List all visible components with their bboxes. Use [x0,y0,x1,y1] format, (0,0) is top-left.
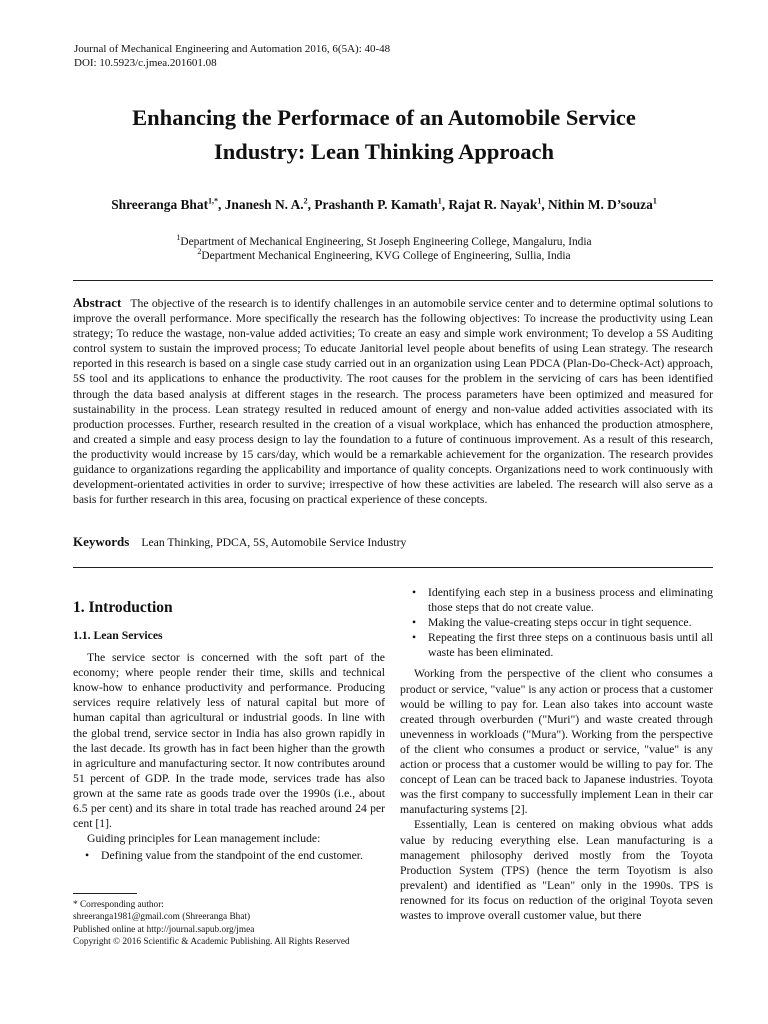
bullet-icon: • [412,631,417,645]
author-name: Nithin M. D’souza [548,197,653,212]
bullet-icon: • [412,616,417,630]
author-name: Jnanesh N. A. [224,197,304,212]
copyright: Copyright © 2016 Scientific & Academic Publishing. All Rights Reserved [73,937,350,948]
list-item: • Identifying each step in a business process and eliminating those steps that do not create value. [412,586,713,615]
author-name: Rajat R. Nayak [448,197,538,212]
affiliation-line: $^1$Department of Mechanical Engineering, St Joseph Engineering College, Mangaluru, India [176,233,592,248]
author-affiliation-mark: 1 [437,196,442,206]
keywords [73,534,406,550]
footnote [73,899,393,949]
paragraph: Guiding principles for Lean management include: [87,832,321,846]
list-item: • Repeating the first three steps on a continuous basis until all waste has been eliminated. [412,631,713,660]
author-affiliation-mark: 1 [652,196,657,206]
author-affiliation-mark: 1 [537,196,542,206]
corresponding-email: shreeranga1981@gmail.com (Shreeranga Bhat) [73,912,251,923]
bullet-icon: • [85,849,90,863]
author-affiliation-mark: 1,* [208,196,219,206]
section-heading: 1. Introduction [73,599,173,616]
abstract-text: The objective of the research is to identify challenges in an automobile service center and to determine optimal solutions to improve the overall performance. More specifically the research has the following objectives: To increase the productivity using Lean strategy; To reduce the wastage, non-value added activities; To create an easy and simple work environment; To develop a 5S Auditing control system to sustain the improved process; To educate Janitorial level people about benefits of using Lean strategy. The research reported in this research is based on a single case study carried out in an organization using Lean PDCA (Plan-Do-Check-Act) approach, 5S tool and its applications to enhance the productivity. The root causes for the problem in the servicing of cars has been identified through the data based analysis at different stages in the research. The process parameters have been optimized and measured for sustainability in the process. Lean strategy resulted in reduced amount of energy and non-value added activities associated with its production processes. Further, research resulted in the creation of a visual workplace, which has enhanced the production atmosphere, and created a simple and easy process design to lay the foundation to a future of continuous improvement. As a result of this research, the productivity would increase by 15 cars/day, which would be a remarkable achievement for the organization. The research provides guidance to organizations regarding the applicability and importance of quality concepts. Organizations need to work continuously with development-orientated activities in order to survive; irrespective of how these activities are labeled. The research will also serve as a basis for further research in this area, focusing on practical experience of these concepts. [73,297,713,507]
left-column [73,585,385,863]
title-line-1: Enhancing the Performace of an Automobile Service [132,105,636,130]
paragraph: Working from the perspective of the client who consumes a product or service, "value" is any action or process that a customer would be willing to pay for. Lean also takes into account waste created through overburden ("Muri") and waste created through unevenness in workloads ("Mura"). Working from the perspective of the client who consumes a product or service, "value" is any action or process that a customer would be willing to pay for. The concept of Lean can be traced back to Japanese industries. Toyota was the first company to successfully implement Lean in their car manufacturing systems [2]. [400,667,713,817]
bullet-list [73,848,385,863]
right-column [400,585,713,923]
author-name: Shreeranga Bhat [111,197,209,212]
author-list: Shreeranga Bhat$^{1,*}$, Jnanesh N. A.$^2$, Prashanth P. Kamath$^1$, Rajat R. Nayak$^1$, Nithin M. D’souza$^1$ [111,196,657,212]
list-item: • Defining value from the standpoint of the end customer. [85,849,363,863]
paragraph: Essentially, Lean is centered on making obvious what adds value by reducing everything else. Lean manufacturing is a management philosophy derived mostly from the Toyota Production System (TPS) (hence the term Toyotism is also prevalent) and identified as "Lean" only in the 1990s. TPS is renowned for its focus on reduction of the original Toyota seven wastes to improve overall customer value, but there [400,818,713,922]
doi: DOI: 10.5923/c.jmea.201601.08 [74,57,217,69]
author-name: Prashanth P. Kamath [314,197,438,212]
divider [73,280,713,281]
footnote-divider [73,893,137,894]
abstract-label: Abstract [73,295,122,310]
paper-title [60,101,708,169]
author-affiliation-mark: 2 [303,196,308,206]
affiliation-line: $^2$Department Mechanical Engineering, KVG College of Engineering, Sullia, India [197,247,571,262]
subsection-heading: 1.1. Lean Services [73,629,163,642]
abstract [73,295,713,507]
journal-header [74,42,390,70]
published-online: Published online at http://journal.sapub.org/jmea [73,924,255,935]
keywords-text: Lean Thinking, PDCA, 5S, Automobile Service Industry [141,536,407,549]
corresponding-author-label: * Corresponding author: [73,900,164,910]
keywords-label: Keywords [73,534,130,549]
divider [73,567,713,568]
bullet-list [400,585,713,660]
affiliations [60,235,708,263]
journal-citation: Journal of Mechanical Engineering and Automation 2016, 6(5A): 40-48 [74,43,391,55]
title-line-2: Industry: Lean Thinking Approach [214,139,554,164]
list-item: • Making the value-creating steps occur in tight sequence. [412,616,692,630]
paragraph: The service sector is concerned with the soft part of the economy; where people render their time, skills and technical know-how to enhance productivity and performance. Producing services require relatively less of natural capital but more of human capital than agricultural or industrial goods. In line with the global trend, service sector in India has also grown rapidly in the last decade. Its growth has in fact been higher than the growth in agriculture and manufacturing sector. It now contributes around 51 percent of GDP. In the trade mode, services trade has also grown at the same rate as goods trade over the 1990s (i.e., about 6.5 per cent) and its share in total trade has reached around 24 per cent [1]. [73,651,385,831]
bullet-icon: • [412,586,417,599]
